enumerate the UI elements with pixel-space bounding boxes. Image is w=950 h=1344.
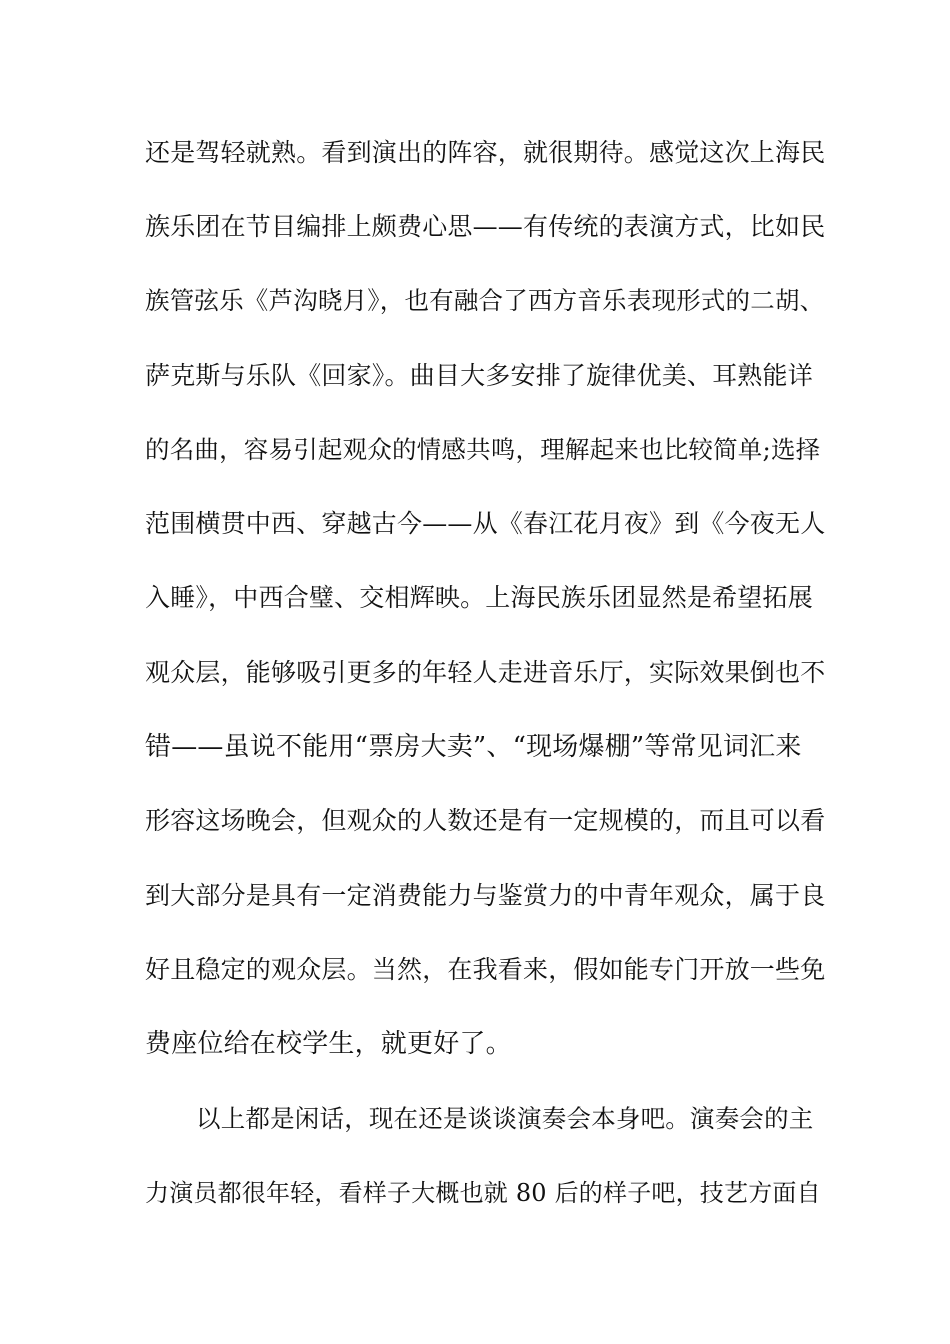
text-line: 费座位给在校学生，就更好了。 xyxy=(145,1029,512,1059)
text-line: 到大部分是具有一定消费能力与鉴赏力的中青年观众，属于良 xyxy=(145,881,826,910)
text-line: 萨克斯与乐队《回家》。曲目大多安排了旋律优美、耳熟能详 xyxy=(145,361,813,390)
text-line: 力演员都很年轻，看样子大概也就 80 后的样子吧，技艺方面自 xyxy=(145,1179,821,1207)
text-line: 形容这场晚会，但观众的人数还是有一定规模的，而且可以看 xyxy=(145,806,826,835)
text-line: 观众层，能够吸引更多的年轻人走进音乐厅，实际效果倒也不 xyxy=(145,658,826,687)
text-line: 族管弦乐《芦沟晓月》，也有融合了西方音乐表现形式的二胡、 xyxy=(145,286,825,315)
text-line: 好且稳定的观众层。当然，在我看来，假如能专门开放一些免 xyxy=(145,955,826,984)
paragraph-first-line: 以上都是闲话，现在还是谈谈演奏会本身吧。演奏会的主 xyxy=(196,1104,814,1133)
text-line: 入睡》，中西合璧、交相辉映。上海民族乐团显然是希望拓展 xyxy=(145,583,813,612)
text-line: 的名曲，容易引起观众的情感共鸣，理解起来也比较简单;选择 xyxy=(145,435,821,464)
text-line: 范围横贯中西、穿越古今——从《春江花月夜》到《今夜无人 xyxy=(145,509,826,538)
text-line: 族乐团在节目编排上颇费心思——有传统的表演方式，比如民 xyxy=(145,212,826,241)
text-line: 还是驾轻就熟。看到演出的阵容，就很期待。感觉这次上海民 xyxy=(145,138,826,167)
text-line: 错——虽说不能用“票房大卖”、“现场爆棚”等常见词汇来 xyxy=(145,732,802,762)
